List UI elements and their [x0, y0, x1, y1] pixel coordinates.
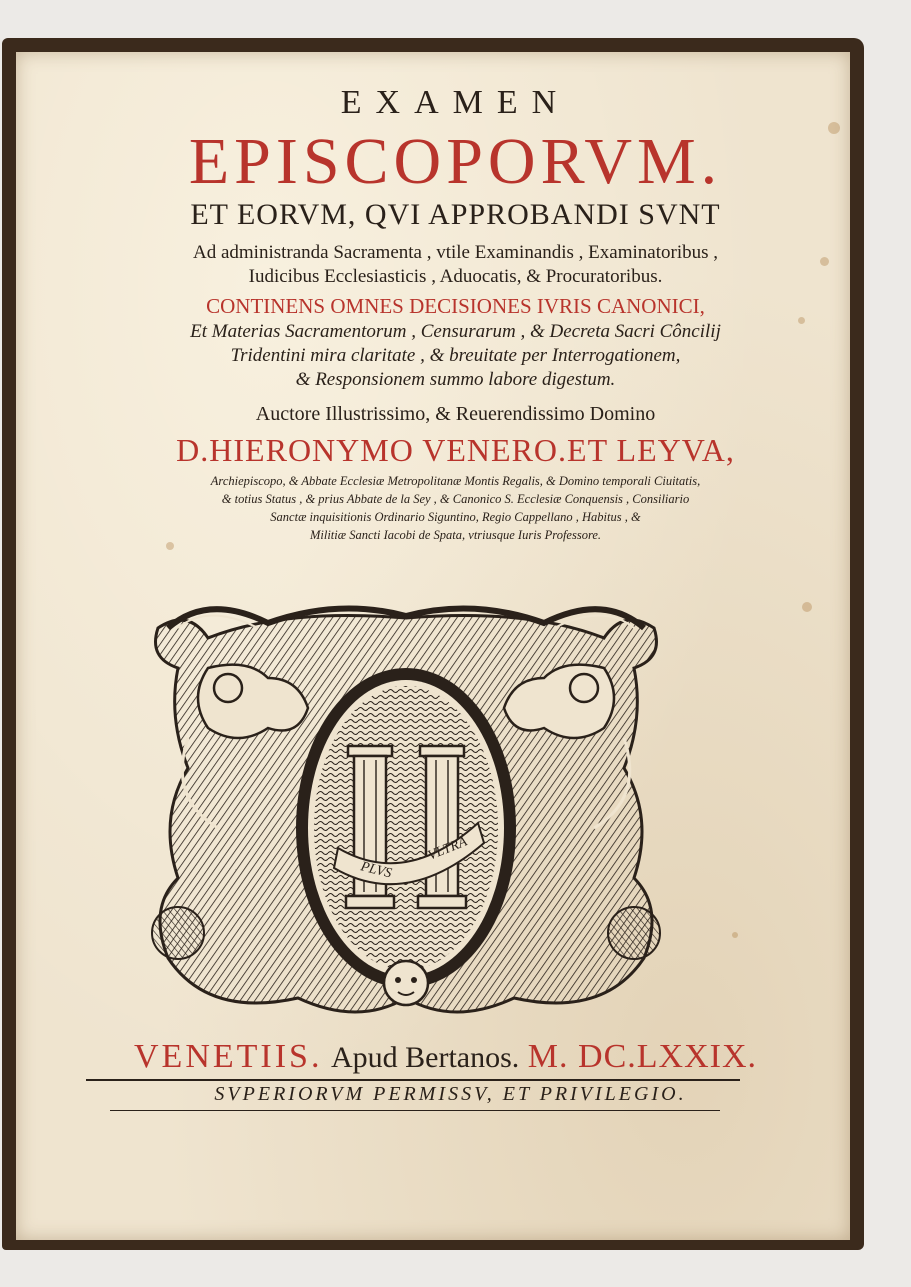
foxing-spot: [732, 932, 738, 938]
imprint-rule: [86, 1079, 740, 1081]
title-examen: EXAMEN: [340, 84, 571, 121]
motto-ultra: VLTRA: [425, 834, 470, 864]
materias-line-1: Et Materias Sacramentorum , Censurarum , & Decreta Sacri Côncilij: [190, 321, 721, 342]
author-name: D.HIERONYMO VENERO.ET LEYVA,: [176, 432, 735, 468]
heading-continens: CONTINENS OMNES DECISIONES IVRIS CANONICI,: [206, 294, 705, 318]
subtitle-ad-line-2: Iudicibus Ecclesiasticis , Aduocatis, & Procuratoribus.: [248, 266, 663, 287]
imprint-place: VENETIIS.: [134, 1038, 323, 1075]
foxing-spot: [166, 542, 174, 550]
motto-plus: PLVS: [359, 859, 394, 882]
author-titles-line-3: Sanctæ inquisitionis Ordinario Siguntino, Regio Cappellano , Habitus , &: [270, 510, 641, 524]
imprint-line: [0, 1038, 901, 1076]
imprint-printer: Apud Bertanos.: [330, 1041, 520, 1074]
coat-of-arms-pillars-icon: [148, 598, 664, 1026]
author-titles-line-1: Archiepiscopo, & Abbate Ecclesiæ Metropolitanæ Montis Regalis, & Domino temporali Ciuitatis,: [210, 474, 701, 488]
privilege-line: SVPERIORVM PERMISSV, ET PRIVILEGIO.: [214, 1083, 687, 1105]
subtitle-ad-line-1: Ad administranda Sacramenta , vtile Examinandis , Examinatoribus ,: [192, 242, 718, 263]
title-episcoporum: EPISCOPORVM.: [188, 125, 723, 198]
materias-line-3: & Responsionem summo labore digestum.: [295, 369, 616, 390]
subtitle-et-eorum: ET EORVM, QVI APPROBANDI SVNT: [190, 198, 721, 231]
author-titles-line-4: Militiæ Sancti Iacobi de Spata, vtriusque Iuris Professore.: [309, 528, 602, 542]
author-titles-line-2: & totius Status , & prius Abbate de la Sey , & Canonico S. Ecclesiæ Conquensis , Consiliario: [221, 492, 690, 506]
privilege-rule: [110, 1110, 720, 1111]
foxing-spot: [802, 602, 812, 612]
materias-line-2: Tridentini mira claritate , & breuitate per Interrogationem,: [230, 345, 681, 366]
auctore-line: Auctore Illustrissimo, & Reuerendissimo Domino: [255, 403, 656, 425]
imprint-year: M. DC.LXXIX.: [527, 1038, 757, 1075]
